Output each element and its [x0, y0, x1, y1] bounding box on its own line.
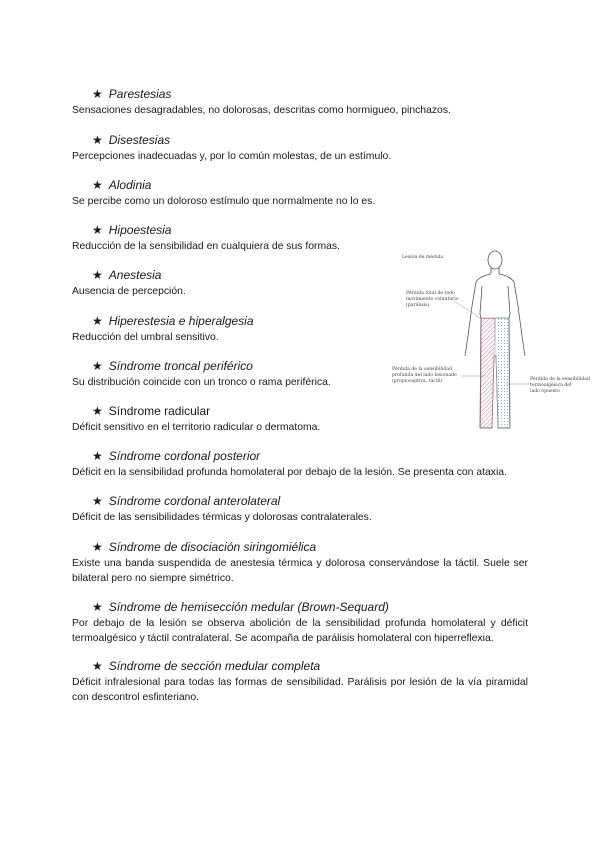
entry-heading — [92, 223, 528, 237]
entry-title: Síndrome cordonal anterolateral — [108, 494, 281, 508]
entry-heading — [92, 87, 528, 101]
star-bullet-icon: ★ — [92, 223, 103, 237]
star-bullet-icon: ★ — [92, 449, 103, 463]
entry-title: Hipoestesia — [108, 223, 172, 237]
affected-leg-right — [496, 319, 510, 428]
label-left-lower-1: Pérdida de la sensibilidad — [392, 367, 452, 372]
entry-heading — [92, 133, 528, 147]
entry-heading — [92, 494, 528, 508]
entry-description: Existe una banda suspendida de anestesia térmica y dolorosa conservándose la táctil. Suele ser bilateral pero no siempre simétrico. — [72, 558, 528, 584]
caption-top: Lesión de médula — [402, 255, 444, 260]
entry-description: Se percibe como un doloroso estímulo que normalmente no lo es. — [72, 196, 376, 207]
label-right-1: Pérdida de la sensibilidad — [530, 377, 590, 382]
entry-heading — [92, 540, 528, 554]
entry-description: Sensaciones desagradables, no dolorosas, descritas como hormigueo, pinchazos. — [72, 105, 451, 116]
entry-title: Anestesia — [108, 268, 162, 282]
entry-title: Síndrome de disociación siringomiélica — [108, 540, 317, 554]
entry-heading — [92, 178, 528, 192]
entry-description: Reducción de la sensibilidad en cualquiera de sus formas. — [72, 241, 341, 252]
entry-alodinia — [72, 178, 528, 209]
entry-parestesias — [72, 87, 528, 118]
star-bullet-icon: ★ — [92, 87, 103, 101]
entry-title: Alodinia — [108, 178, 152, 192]
arms-outline — [465, 274, 525, 356]
label-left-lower-2: profunda del lado lesionado — [392, 373, 457, 378]
affected-leg-left — [481, 319, 495, 428]
label-right-2: termoalgésica del — [530, 383, 572, 388]
entry-title: Parestesias — [108, 87, 172, 101]
head-shape — [488, 251, 502, 269]
entry-cordonal-posterior — [72, 449, 528, 480]
star-bullet-icon: ★ — [92, 404, 103, 418]
entry-seccion-completa — [72, 659, 528, 705]
star-bullet-icon: ★ — [92, 133, 103, 147]
entry-title: Disestesias — [108, 133, 171, 147]
star-bullet-icon: ★ — [92, 178, 103, 192]
entry-description: Déficit de las sensibilidades térmicas y dolorosas contralaterales. — [72, 512, 372, 523]
entry-title: Síndrome radicular — [108, 404, 211, 418]
entry-description: Ausencia de percepción. — [72, 286, 186, 297]
label-left-upper-2: movimiento voluntario — [406, 297, 459, 302]
label-right-3: lado opuesto — [530, 389, 560, 394]
star-bullet-icon: ★ — [92, 314, 103, 328]
entry-description: Por debajo de la lesión se observa abolición de la sensibilidad profunda homolateral y déficit termoalgésico y táctil contralateral. Se acompaña de parálisis homolateral con hiperreflexia. — [72, 618, 528, 644]
star-bullet-icon: ★ — [92, 268, 103, 282]
entry-description: Reducción del umbral sensitivo. — [72, 332, 219, 343]
entry-description: Percepciones inadecuadas y, por lo común molestas, de un estímulo. — [72, 151, 392, 162]
entry-heading — [92, 600, 528, 614]
entry-description: Su distribución coincide con un tronco o rama periférica. — [72, 377, 331, 388]
entry-cordonal-anterolateral — [72, 494, 528, 525]
entry-title: Síndrome cordonal posterior — [108, 449, 261, 463]
entry-title: Hiperestesia e hiperalgesia — [108, 314, 254, 328]
entry-description: Déficit en la sensibilidad profunda homolateral por debajo de la lesión. Se presenta con ataxia. — [72, 467, 507, 478]
entry-siringomielica — [72, 540, 528, 586]
entry-description: Déficit infralesional para todas las formas de sensibilidad. Parálisis por lesión de la vía piramidal con descontrol esfinteriano. — [72, 677, 528, 703]
star-bullet-icon: ★ — [92, 494, 103, 508]
entry-title: Síndrome de hemisección medular (Brown-Sequard) — [108, 600, 389, 614]
human-body-illustration — [392, 246, 590, 432]
star-bullet-icon: ★ — [92, 540, 103, 554]
entry-heading — [92, 449, 528, 463]
entry-title: Síndrome troncal periférico — [108, 359, 253, 373]
entry-heading — [92, 659, 528, 673]
label-left-lower-3: (propioceptiva, táctil) — [392, 379, 443, 384]
star-bullet-icon: ★ — [92, 659, 103, 673]
entry-title: Síndrome de sección medular completa — [108, 659, 321, 673]
entry-brown-sequard — [72, 600, 528, 646]
star-bullet-icon: ★ — [92, 600, 103, 614]
entry-disestesias — [72, 133, 528, 164]
brown-sequard-figure — [392, 246, 590, 432]
entry-description: Déficit sensitivo en el territorio radicular o dermatoma. — [72, 422, 321, 433]
star-bullet-icon: ★ — [92, 359, 103, 373]
label-left-upper-3: (parálisis) — [406, 303, 430, 308]
label-left-upper-1: Pérdida total de todo — [406, 291, 455, 296]
